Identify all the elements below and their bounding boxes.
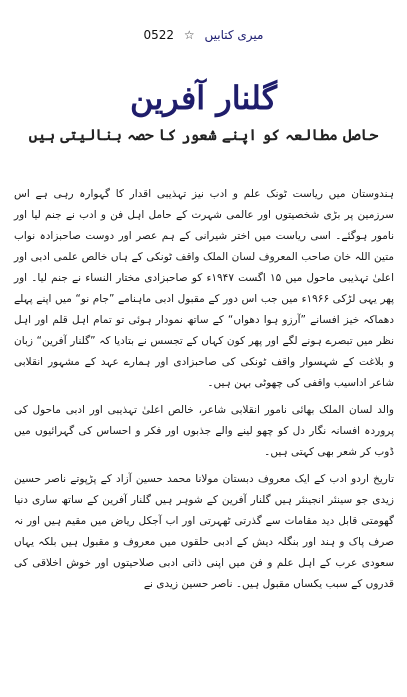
star-icon: ☆ (183, 28, 195, 42)
page-header (0, 28, 407, 42)
page-subtitle: حاصل مطالعہ کو اپنے شعور کا حصہ بنالیتی ہیں (28, 126, 379, 144)
paragraph-3: تاریخ اردو ادب کے ایک معروف دبستان مولانا محمد حسین آزاد کے پڑپوتے ناصر حسین زیدی جو سینئر انجینئر ہیں گلنار آفرین کے شوہر ہیں گلنار آفرین کے ساتھ ساری دنیا گھومتی قابل دید مقامات سے گذرتی ٹھہرتی اور اب آجکل ریاض میں مقیم ہیں اور نہ صرف پاک و ہند اور بنگلہ دیش کے ادبی حلقوں میں معروف و مقبول ہیں بلکہ یہاں سعودی عرب کے اہل علم و فن میں اپنی ذاتی ادبی صلاحیتوں اور خوش اخلاقی کی قدروں کے سبب یکساں مقبول ہیں۔ ناصر حسین زیدی نے (14, 473, 394, 590)
page-title: گلنار آفرین (130, 79, 277, 117)
paragraph-2: والد لسان الملک بھائی نامور انقلابی شاعر، خالص اعلیٰ تہذیبی اور ادبی ماحول کی پروردہ افسانہ نگار دل کو چھو لینے والے جذبوں اور فکر و احساس کی گہرائیوں میں ڈوب کر شعر بھی کہتی ہیں۔ (14, 404, 394, 458)
article-body (14, 184, 394, 601)
paragraph-1: ہندوستان میں ریاست ٹونک علم و ادب نیز تہذیبی اقدار کا گہوارہ رہی ہے اس سرزمین پر بڑی شخصیتوں اور عالمی شہرت کے حامل اہل فن و ادب نے جنم لیا اور نامور ہوگئے۔ اسی ریاست میں اختر شیرانی کے ہم عصر اور دوست صاحبزادہ نواب متین اللہ خان صاحب المعروف لسان الملک واقف ٹونکی کے ہاں خالص علمی ادبی اور اعلیٰ تہذیبی ماحول میں ۱۵ اگست ۱۹۴۷ء کو صاحبزادی مختار النساء نے جنم لیا۔ اور پھر یہی لڑکی ۱۹۶۶ء میں جب اس دور کے مقبول ادبی ماہنامے ”جام نو“ میں اپنے پہلے دھماکہ خیز افسانے ”آرزو ہوا دھواں“ کے ساتھ نمودار ہوئی تو تمام اہل قلم اور اہل نظر میں تبصرے ہونے لگے اور پھر کون کہاں کے تجسس نے بتادیا کہ ”گلنار آفرین“ زبان و بلاغت کے شہسوار واقف ٹونکی کی صاحبزادی اور ہمارے عہد کے مشہور انقلابی شاعر اداسیب واقفی کی چھوٹی بہن ہیں۔ (14, 188, 394, 389)
series-name: میری کتابیں (204, 28, 264, 42)
page-number: 0522 (143, 28, 175, 42)
